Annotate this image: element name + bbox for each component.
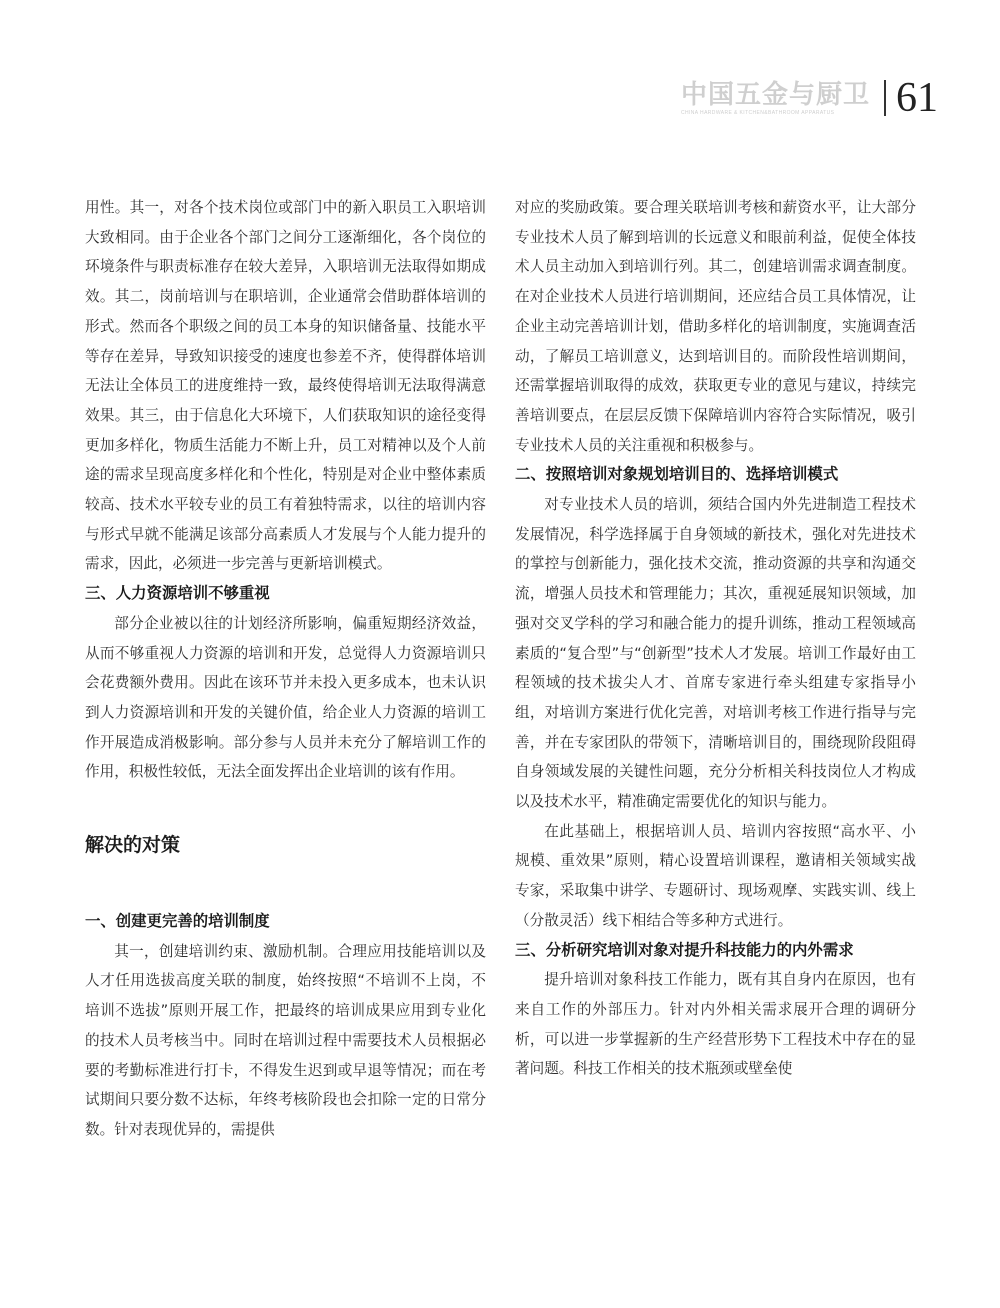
page-number: 61 xyxy=(896,75,938,121)
paragraph: 对应的奖励政策。要合理关联培训考核和薪资水平，让大部分专业技术人员了解到培训的长远意义和眼前利益，促使全体技术人员主动加入到培训行列。其二，创建培训需求调查制度。在对企业技术人员进行培训期间，还应结合员工具体情况，让企业主动完善培训计划，借助多样化的培训制度，实施调查活动，了解员工培训意义，达到培训目的。而阶段性培训期间，还需掌握培训取得的成效，获取更专业的意见与建议，持续完善培训要点，在层层反馈下保障培训内容符合实际情况，吸引专业技术人员的关注重视和积极参与。 xyxy=(515,199,916,454)
paragraph: 其一，创建培训约束、激励机制。合理应用技能培训以及人才任用选拔高度关联的制度，始终按照“不培训不上岗，不培训不选拔”原则开展工作，把最终的培训成果应用到专业化的技术人员考核当中。同时在培训过程中需要技术人员根据必要的考勤标准进行打卡，不得发生迟到或早退等情况；而在考试期间只要分数不达标，年终考核阶段也会扣除一定的日常分数。针对表现优异的，需提供 xyxy=(85,942,486,1138)
paragraph: 提升培训对象科技工作能力，既有其自身内在原因，也有来自工作的外部压力。针对内外相关需求展开合理的调研分析，可以进一步掌握新的生产经营形势下工程技术中存在的显著问题。科技工作相关的技术瓶颈或壁垒使 xyxy=(515,971,916,1078)
logo-title: 中国五金与厨卫 xyxy=(680,79,870,110)
chapter-heading: 解决的对策 xyxy=(85,834,181,857)
section-heading: 三、人力资源培训不够重视 xyxy=(85,584,270,603)
magazine-logo xyxy=(681,81,870,116)
page-header xyxy=(680,75,938,121)
right-column xyxy=(515,193,916,1084)
section-heading: 一、创建更完善的培训制度 xyxy=(85,912,270,931)
section-heading: 二、按照培训对象规划培训目的、选择培训模式 xyxy=(515,465,839,484)
paragraph: 用性。其一，对各个技术岗位或部门中的新入职员工入职培训大致相同。由于企业各个部门之间分工逐渐细化，各个岗位的环境条件与职责标准存在较大差异，入职培训无法取得如期成效。其二，岗前培训与在职培训，企业通常会借助群体培训的形式。然而各个职级之间的员工本身的知识储备量、技能水平等存在差异，导致知识接受的速度也参差不齐，使得群体培训无法让全体员工的进度维持一致，最终使得培训无法取得满意效果。其三，由于信息化大环境下，人们获取知识的途径变得更加多样化，物质生活能力不断上升，员工对精神以及个人前途的需求呈现高度多样化和个性化，特别是对企业中整体素质较高、技术水平较专业的员工有着独特需求，以往的培训内容与形式早就不能满足该部分高素质人才发展与个人能力提升的需求，因此，必须进一步完善与更新培训模式。 xyxy=(85,199,486,573)
section-heading: 三、分析研究培训对象对提升科技能力的内外需求 xyxy=(515,940,854,959)
paragraph: 对专业技术人员的培训，须结合国内外先进制造工程技术发展情况，科学选择属于自身领域的新技术，强化对先进技术的掌控与创新能力，强化技术交流，推动资源的共享和沟通交流，增强人员技术和管理能力；其次，重视延展知识领域，加强对交叉学科的学习和融合能力的提升训练，推动工程领域高素质的“复合型”与“创新型”技术人才发展。培训工作最好由工程领域的技术拔尖人才、首席专家进行牵头组建专家指导小组，对培训方案进行优化完善，对培训考核工作进行指导与完善，并在专家团队的带领下，清晰培训目的，围绕现阶段阻碍自身领域发展的关键性问题，充分分析相关科技岗位人才构成以及技术水平，精准确定需要优化的知识与能力。 xyxy=(515,496,916,811)
paragraph: 在此基础上，根据培训人员、培训内容按照“高水平、小规模、重效果”原则，精心设置培训课程，邀请相关领域实战专家，采取集中讲学、专题研讨、现场观摩、实践实训、线上（分散灵活）线下相结合等多种方式进行。 xyxy=(515,822,916,929)
left-column xyxy=(85,193,486,1145)
logo-subtitle: CHINA HARDWARE & KITCHEN&BATHROOM APPARATUS xyxy=(680,109,835,116)
paragraph: 部分企业被以往的计划经济所影响，偏重短期经济效益，从而不够重视人力资源的培训和开发，总觉得人力资源培训只会花费额外费用。因此在该环节并未投入更多成本，也未认识到人力资源培训和开发的关键价值，给企业人力资源的培训工作开展造成消极影响。部分参与人员并未充分了解培训工作的作用，积极性较低，无法全面发挥出企业培训的该有作用。 xyxy=(85,614,486,781)
header-divider xyxy=(884,80,886,116)
